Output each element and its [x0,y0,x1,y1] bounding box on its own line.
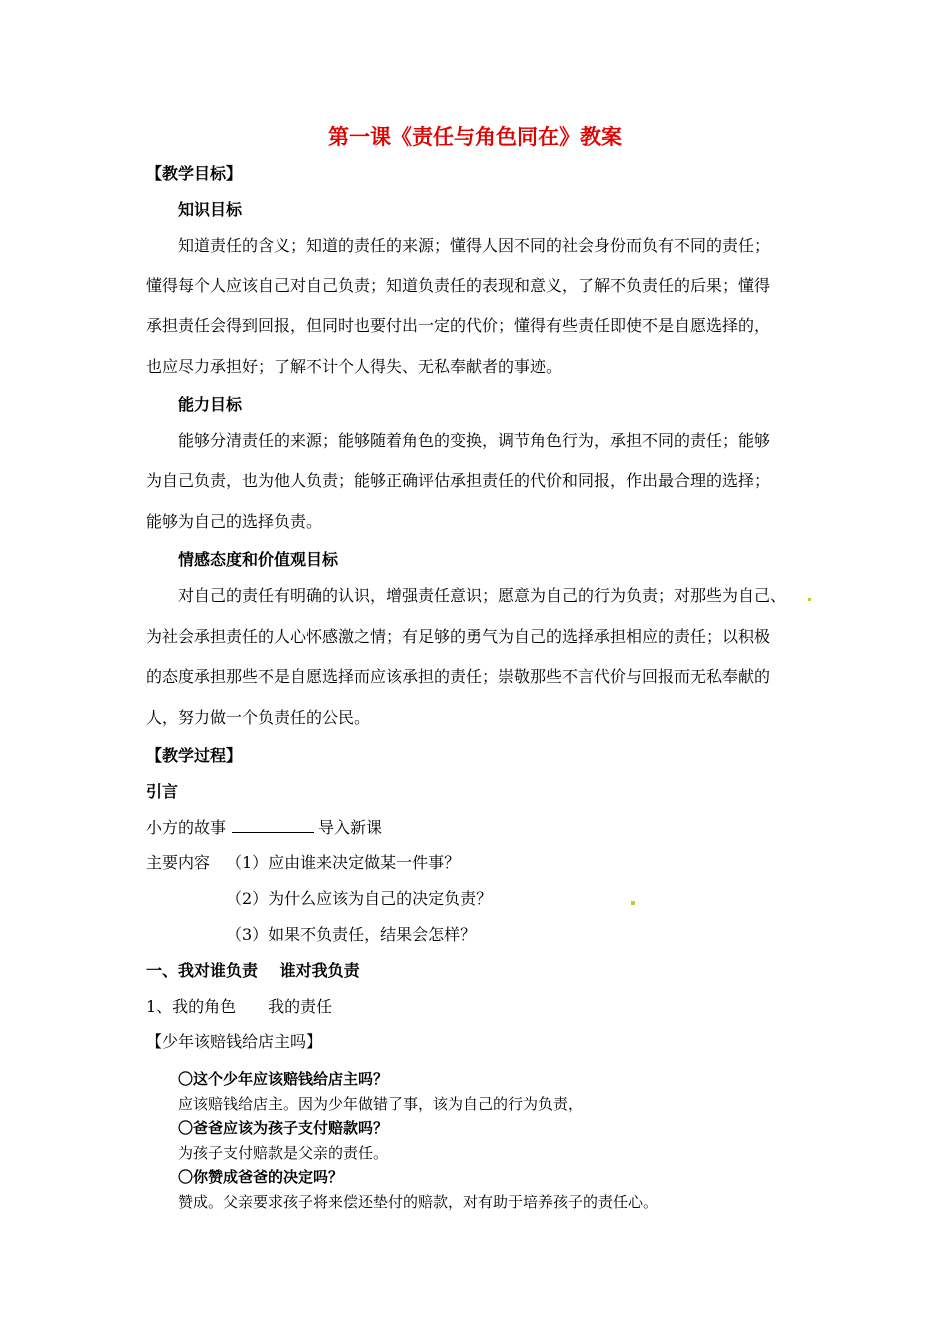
knowledge-line: 承担责任会得到回报，但同时也要付出一定的代价；懂得有些责任即使不是自愿选择的， [146,316,771,335]
knowledge-heading: 知识目标 [178,200,243,219]
case-title: 【少年该赔钱给店主吗】 [146,1032,323,1051]
question-item: （3）如果不负责任，结果会怎样？ [226,925,477,944]
qa-question: 〇爸爸应该为孩子支付赔款吗？ [178,1119,389,1137]
emotion-line: 的态度承担那些不是自愿选择而应该承担的责任；崇敬那些不言代价与回报而无私奉献的 [146,667,771,686]
goals-heading: 【教学目标】 [146,164,243,183]
stray-mark [631,901,635,905]
main-content-label: 主要内容 [146,853,211,872]
emotion-line: 人，努力做一个负责任的公民。 [146,708,371,727]
emotion-line: 对自己的责任有明确的认识，增强责任意识；愿意为自己的行为负责；对那些为自己、 [178,586,787,605]
knowledge-line: 懂得每个人应该自己对自己负责；知道负责任的表现和意义，了解不负责任的后果；懂得 [146,276,771,295]
question-item: （2）为什么应该为自己的决定负责？ [226,889,493,908]
story-line [146,818,382,838]
emotion-line: 为社会承担责任的人心怀感激之情；有足够的勇气为自己的选择承担相应的责任；以积极 [146,627,771,646]
qa-question: 〇这个少年应该赔钱给店主吗？ [178,1070,389,1088]
knowledge-line: 知道责任的含义；知道的责任的来源；懂得人因不同的社会身份而负有不同的责任； [178,236,771,255]
qa-question: 〇你赞成爸爸的决定吗？ [178,1168,344,1186]
ability-line: 能够分清责任的来源；能够随着角色的变换，调节角色行为，承担不同的责任；能够 [178,431,771,450]
qa-answer: 应该赔钱给店主。因为少年做错了事，该为自己的行为负责， [178,1095,584,1113]
document-title: 第一课《责任与角色同在》教案 [328,124,622,149]
intro-heading: 引言 [146,782,179,801]
knowledge-line: 也应尽力承担好；了解不计个人得失、无私奉献者的事迹。 [146,357,563,376]
stray-mark [808,598,811,601]
story-suffix: 导入新课 [318,818,383,837]
ability-line: 能够为自己的选择负责。 [146,512,323,531]
fill-blank [232,818,314,833]
qa-answer: 赞成。父亲要求孩子将来偿还垫付的赔款，对有助于培养孩子的责任心。 [178,1193,659,1211]
process-heading: 【教学过程】 [146,746,243,765]
emotion-heading: 情感态度和价值观目标 [178,550,339,569]
story-label: 小方的故事 [146,818,227,837]
section-heading: 一、我对谁负责 谁对我负责 [146,961,360,980]
ability-line: 为自己负责，也为他人负责；能够正确评估承担责任的代价和同报，作出最合理的选择； [146,471,771,490]
subsection-heading: 1、我的角色 我的责任 [146,997,333,1016]
qa-answer: 为孩子支付赔款是父亲的责任。 [178,1144,389,1162]
ability-heading: 能力目标 [178,395,243,414]
question-item: （1）应由谁来决定做某一件事？ [226,853,461,872]
